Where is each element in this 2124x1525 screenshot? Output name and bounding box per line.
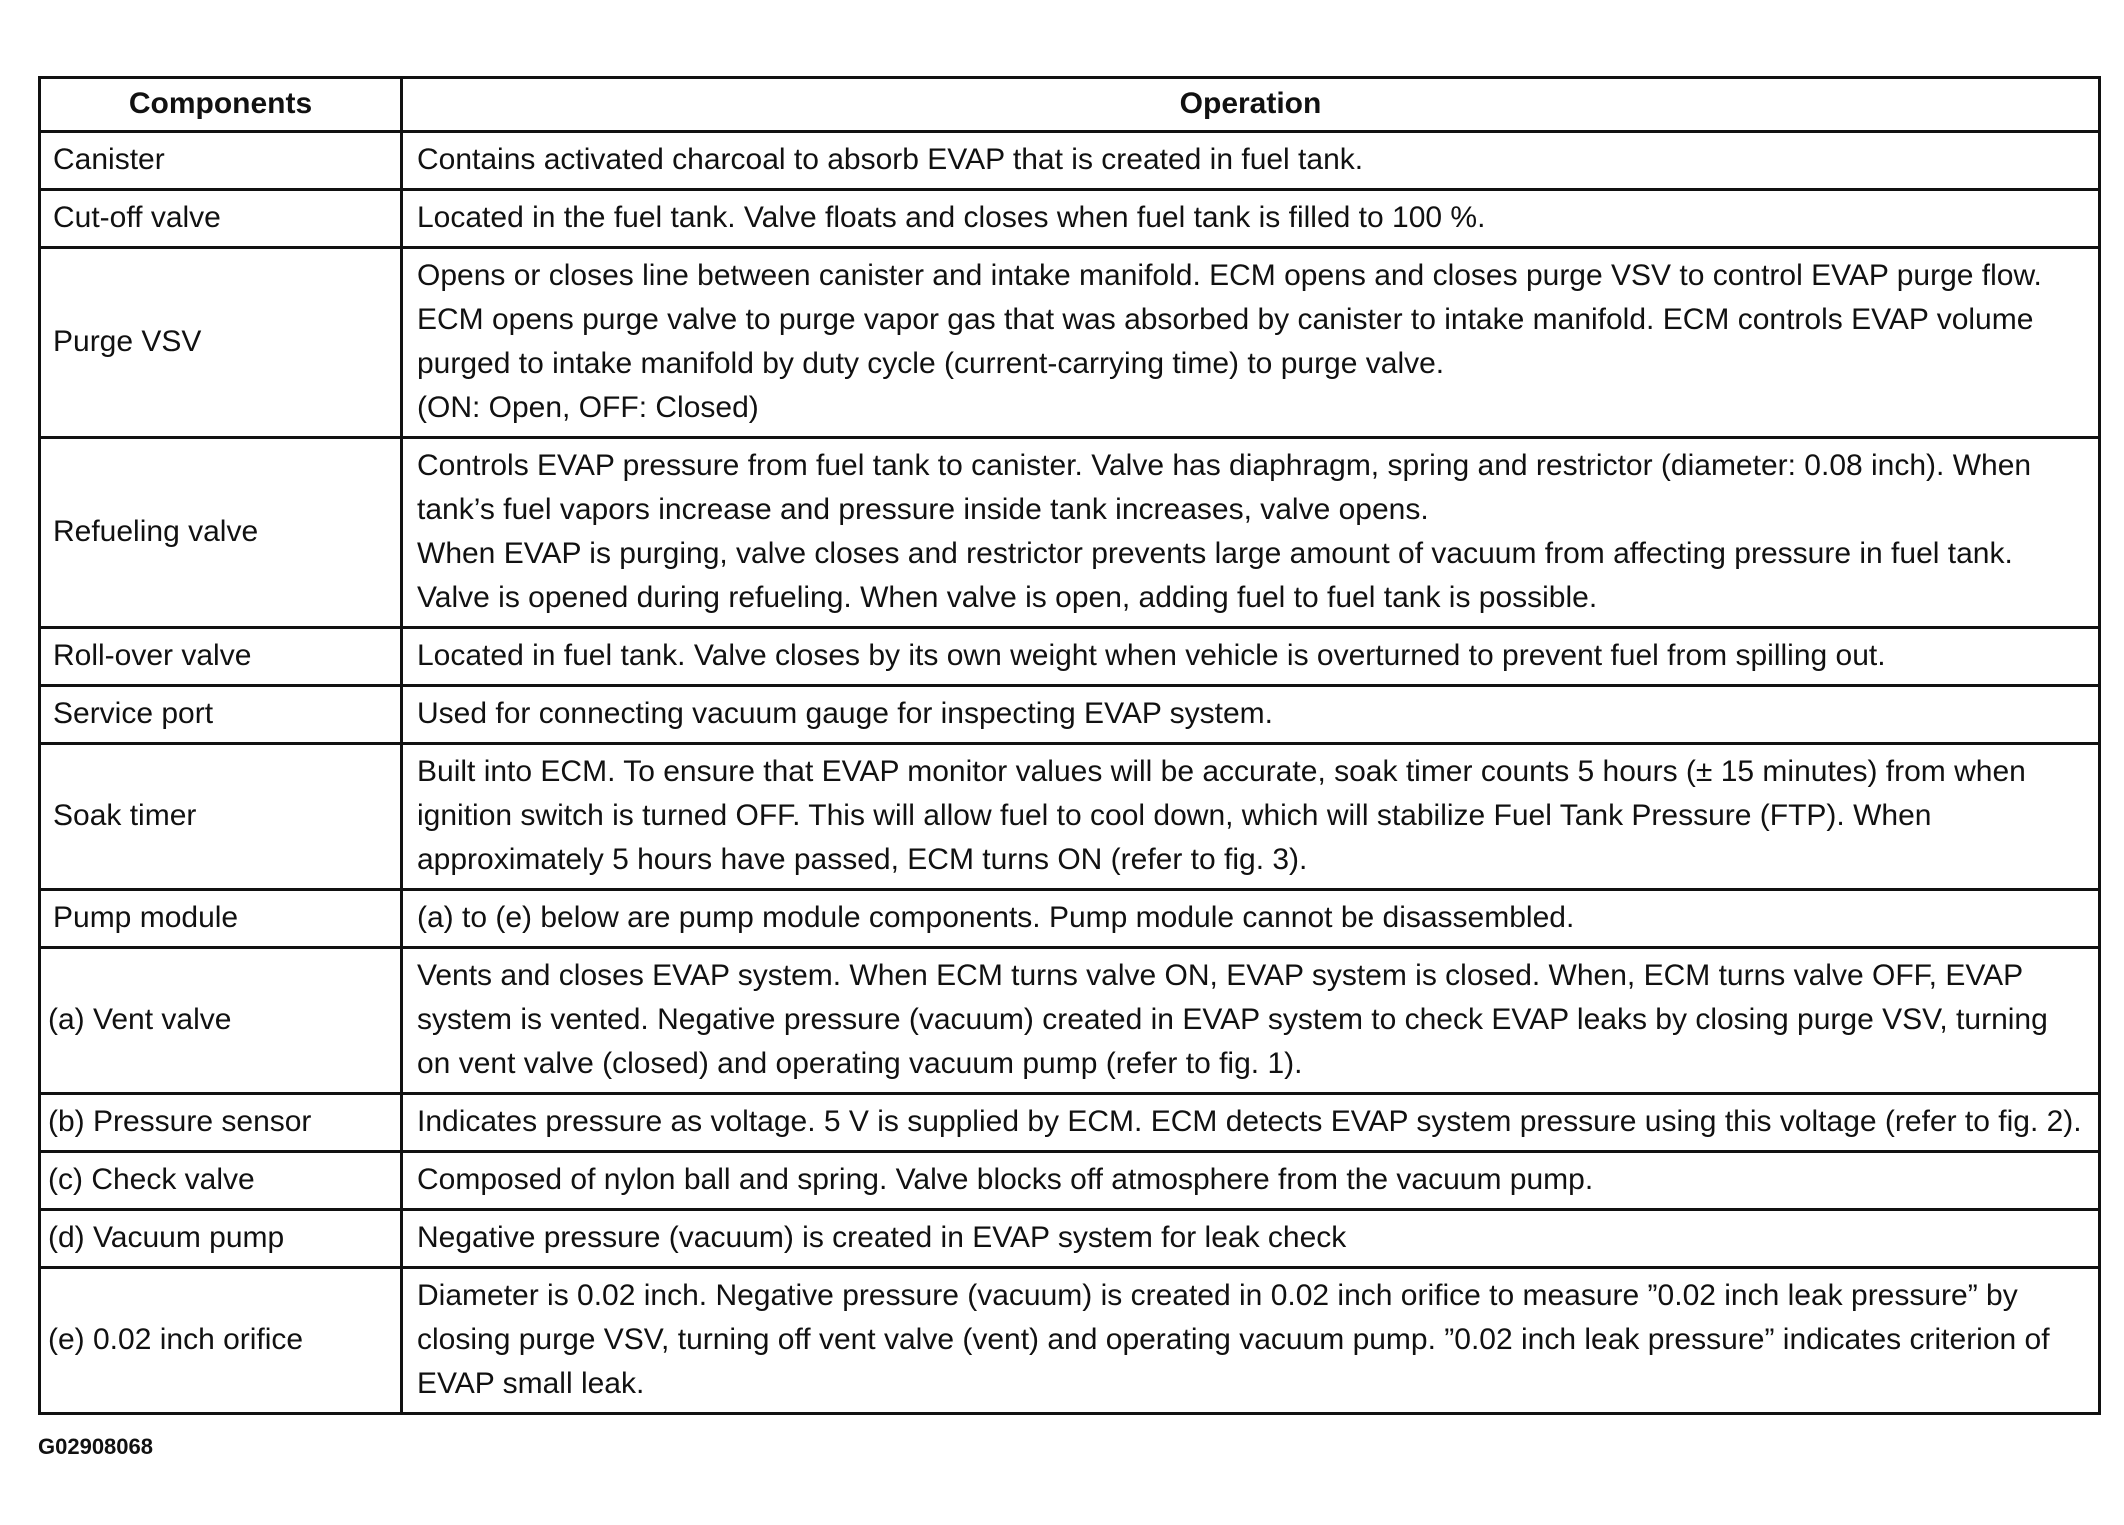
- operation-cell: [402, 1152, 2100, 1210]
- component-cell: Canister: [40, 132, 402, 190]
- component-cell: (a) Vent valve: [40, 948, 402, 1094]
- operation-cell: [402, 948, 2100, 1094]
- component-cell: Pump module: [40, 890, 402, 948]
- table-row: [40, 1210, 2100, 1268]
- table-row: [40, 890, 2100, 948]
- table-row: [40, 686, 2100, 744]
- operation-cell: [402, 132, 2100, 190]
- component-cell: Service port: [40, 686, 402, 744]
- column-header-operation: Operation: [402, 78, 2100, 132]
- operation-text: Located in the fuel tank. Valve floats and closes when fuel tank is filled to 100 %.: [417, 201, 1486, 234]
- component-cell: (b) Pressure sensor: [40, 1094, 402, 1152]
- component-cell: (c) Check valve: [40, 1152, 402, 1210]
- operation-text: Contains activated charcoal to absorb EVAP that is created in fuel tank.: [417, 143, 1364, 176]
- table-header: [40, 78, 2100, 132]
- table-row: [40, 190, 2100, 248]
- operation-text: Opens or closes line between canister and intake manifold. ECM opens and closes purge VSV to control EVAP purge flow. ECM opens purge valve to purge vapor gas that was absorbed by canister to intake manifold. ECM controls EVAP volume purged to intake manifold by duty cycle (current-carrying time) to purge valve.: [417, 259, 2042, 380]
- operation-cell: [402, 686, 2100, 744]
- operation-cell: [402, 628, 2100, 686]
- evap-components-table: [38, 76, 2101, 1415]
- table-body: [40, 132, 2100, 1414]
- operation-cell: [402, 190, 2100, 248]
- table-row: [40, 628, 2100, 686]
- operation-text: Negative pressure (vacuum) is created in EVAP system for leak check: [417, 1221, 1347, 1254]
- operation-cell: [402, 1268, 2100, 1414]
- table-row: [40, 1152, 2100, 1210]
- operation-text: Diameter is 0.02 inch. Negative pressure (vacuum) is created in 0.02 inch orifice to measure ”0.02 inch leak pressure” by closing purge VSV, turning off vent valve (vent) and operating vacuum pump. ”0.02 inch leak pressure” indicates criterion of EVAP small leak.: [417, 1279, 2050, 1400]
- operation-text: Vents and closes EVAP system. When ECM turns valve ON, EVAP system is closed. When, ECM turns valve OFF, EVAP system is vented. Negative pressure (vacuum) created in EVAP system to check EVAP leaks by closing purge VSV, turning on vent valve (closed) and operating vacuum pump (refer to fig. 1).: [417, 959, 2048, 1080]
- component-cell: Refueling valve: [40, 438, 402, 628]
- operation-cell: [402, 1094, 2100, 1152]
- table-row: [40, 948, 2100, 1094]
- operation-cell: [402, 1210, 2100, 1268]
- table-row: [40, 1094, 2100, 1152]
- component-cell: Cut-off valve: [40, 190, 402, 248]
- component-cell: Purge VSV: [40, 248, 402, 438]
- operation-text: (ON: Open, OFF: Closed): [417, 391, 759, 424]
- operation-cell: [402, 744, 2100, 890]
- operation-text: Used for connecting vacuum gauge for inspecting EVAP system.: [417, 697, 1274, 730]
- figure-id: G02908068: [38, 1434, 153, 1459]
- component-cell: Roll-over valve: [40, 628, 402, 686]
- operation-cell: [402, 438, 2100, 628]
- table-row: [40, 132, 2100, 190]
- table-row: [40, 1268, 2100, 1414]
- operation-cell: [402, 248, 2100, 438]
- column-header-components: Components: [40, 78, 402, 132]
- operation-text: Composed of nylon ball and spring. Valve blocks off atmosphere from the vacuum pump.: [417, 1163, 1594, 1196]
- table-row: [40, 438, 2100, 628]
- table-row: [40, 744, 2100, 890]
- component-cell: Soak timer: [40, 744, 402, 890]
- operation-cell: [402, 890, 2100, 948]
- operation-text: (a) to (e) below are pump module components. Pump module cannot be disassembled.: [417, 901, 1575, 934]
- operation-text: Built into ECM. To ensure that EVAP monitor values will be accurate, soak timer counts 5 hours (± 15 minutes) from when ignition switch is turned OFF. This will allow fuel to cool down, which will stabilize Fuel Tank Pressure (FTP). When approximately 5 hours have passed, ECM turns ON (refer to fig. 3).: [417, 755, 2026, 876]
- operation-text: Located in fuel tank. Valve closes by its own weight when vehicle is overturned to prevent fuel from spilling out.: [417, 639, 1886, 672]
- component-cell: (e) 0.02 inch orifice: [40, 1268, 402, 1414]
- operation-text: When EVAP is purging, valve closes and restrictor prevents large amount of vacuum from affecting pressure in fuel tank. Valve is opened during refueling. When valve is open, adding fuel to fuel tank is possible.: [417, 537, 2013, 614]
- operation-text: Indicates pressure as voltage. 5 V is supplied by ECM. ECM detects EVAP system pressure using this voltage (refer to fig. 2).: [417, 1105, 2082, 1138]
- table-row: [40, 248, 2100, 438]
- component-cell: (d) Vacuum pump: [40, 1210, 402, 1268]
- header-row: [40, 78, 2100, 132]
- operation-text: Controls EVAP pressure from fuel tank to canister. Valve has diaphragm, spring and restrictor (diameter: 0.08 inch). When tank’s fuel vapors increase and pressure inside tank increases, valve opens.: [417, 449, 2032, 526]
